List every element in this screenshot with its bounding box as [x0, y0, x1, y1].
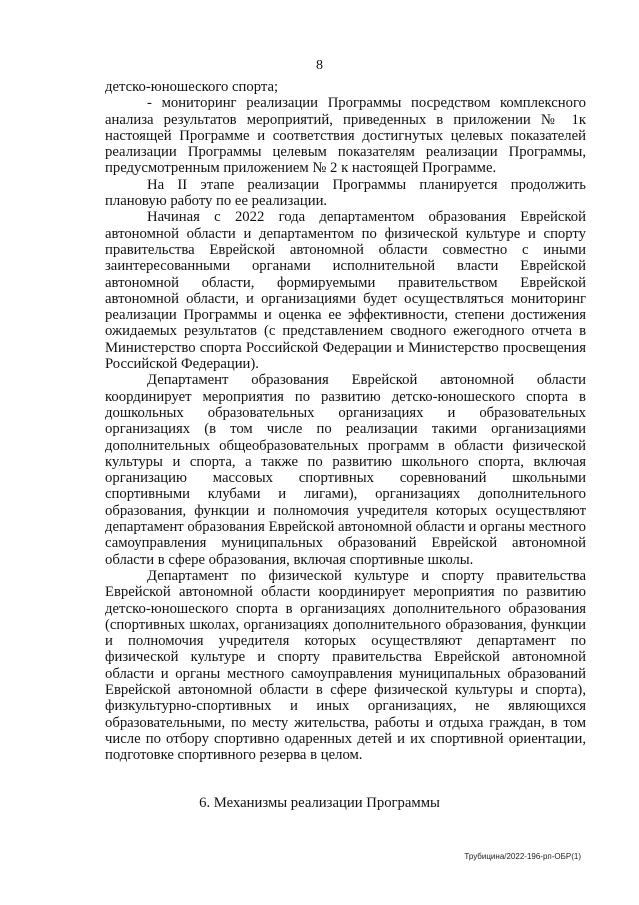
page-number: 8	[316, 58, 323, 73]
paragraph-2: - мониторинг реализации Программы посредством комплексного анализа результатов мероприятий, приведенных в приложении № 1к настоящей Программе и соответствия достигнутых целевых показателей реализации Программы целевым показателям реализации Программы, предусмотренным приложением № 2 к настоящей Программе.	[105, 95, 586, 177]
paragraph-4: Начиная с 2022 года департаментом образования Еврейской автономной области и департаментом по физической культуре и спорту правительства Еврейской автономной области совместно с иными заинтересованными органами исполнительной власти Еврейской автономной области, формируемыми правительством Еврейской автономной области, и организациями будет осуществляться мониторинг реализации Программы и оценка ее эффективности, степени достижения ожидаемых результатов (с представлением сводного ежегодного отчета в Министерство спорта Российской Федерации и Министерство просвещения Российской Федерации).	[105, 209, 586, 373]
paragraph-6: Департамент по физической культуре и спорту правительства Еврейской автономной области координирует мероприятия по развитию детско-юношеского спорта в организациях дополнительного образования (спортивных школах, организациях дополнительного образования, функции и полномочия учредителя которых осуществляют департамент по физической культуре и спорту правительства Еврейской автономной области и органы местного самоуправления муниципальных образований Еврейской автономной области в сфере физической культуры и спорта), физкультурно-спортивных и иных организациях, не являющихся образовательными, по месту жительства, работы и отдыха граждан, в том числе по отбору спортивно одаренных детей и их спортивной ориентации, подготовке спортивного резерва в целом.	[105, 567, 586, 764]
paragraph-1: детско-юношеского спорта;	[105, 79, 279, 95]
footer-reference: Трубицина/2022-196-рп-ОБР(1)	[464, 852, 581, 861]
paragraph-5: Департамент образования Еврейской автономной области координирует мероприятия по развитию детско-юношеского спорта в дошкольных образовательных организациях и образовательных организациях (в том числе по реализации такими организациями дополнительных общеобразовательных программ в области физической культуры и спорта, а также по развитию школьного спорта, включая организацию массовых спортивных соревнований школьными спортивными клубами и лигами), организациях дополнительного образования, функции и полномочия учредителя которых осуществляют департамент образования Еврейской автономной области и органы местного самоуправления муниципальных образований Еврейской автономной области в сфере образования, включая спортивные школы.	[105, 372, 586, 568]
paragraph-3: На II этапе реализации Программы планируется продолжить плановую работу по ее реализации.	[105, 176, 586, 210]
body-text	[105, 79, 586, 763]
section-heading: 6. Механизмы реализации Программы	[199, 795, 440, 811]
